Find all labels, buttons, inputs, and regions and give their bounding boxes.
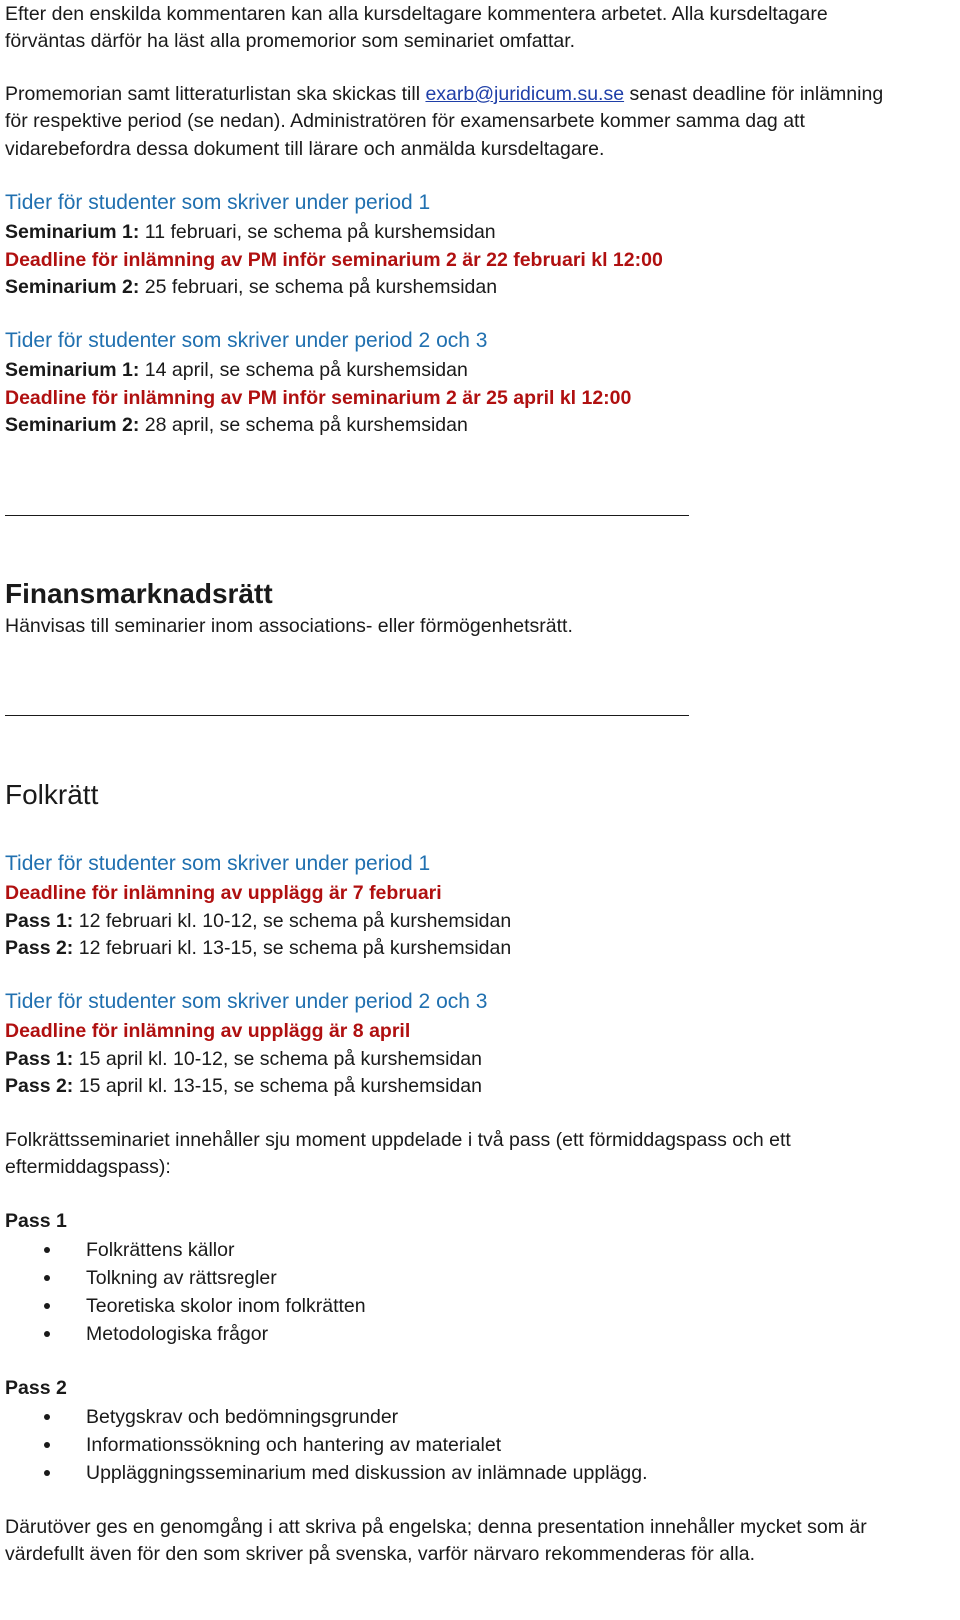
folkratt-period23-heading: Tider för studenter som skriver under period 2 och 3 <box>5 990 488 1013</box>
folkratt-outro-line-1: Därutöver ges en genomgång i att skriva på engelska; denna presentation innehåller mycket som är <box>5 1516 867 1538</box>
intro-p2-line-1 <box>5 80 883 108</box>
period23-seminar2 <box>5 411 468 439</box>
folkratt-period1-heading: Tider för studenter som skriver under period 1 <box>5 852 431 875</box>
pass1-label: Pass 1: <box>5 910 74 932</box>
period23-deadline <box>5 384 631 412</box>
seminar1-label: Seminarium 1: <box>5 221 140 243</box>
folkratt-period23-pass1 <box>5 1045 482 1073</box>
pass2-text: 12 februari kl. 13-15, se schema på kurshemsidan <box>73 937 512 959</box>
folkratt-period23-pass2 <box>5 1072 482 1100</box>
pass2-text: 15 april kl. 13-15, se schema på kurshemsidan <box>73 1075 482 1097</box>
period1-seminar2 <box>5 273 497 301</box>
period23-heading: Tider för studenter som skriver under period 2 och 3 <box>5 329 488 352</box>
divider-2 <box>5 715 689 716</box>
pass1-heading <box>5 1207 67 1235</box>
pass2-label: Pass 2: <box>5 937 74 959</box>
list-item: Betygskrav och bedömningsgrunder <box>86 1406 399 1428</box>
seminar2-label: Seminarium 2: <box>5 276 140 298</box>
pass2-label: Pass 2: <box>5 1075 74 1097</box>
bullet-icon <box>44 1470 50 1476</box>
seminar1-text: 11 februari, se schema på kurshemsidan <box>139 221 496 243</box>
folkratt-period23-deadline <box>5 1017 410 1045</box>
seminar2-label: Seminarium 2: <box>5 414 140 436</box>
seminar1-text: 14 april, se schema på kurshemsidan <box>139 359 468 381</box>
bullet-icon <box>44 1303 50 1309</box>
folkratt-period1-deadline <box>5 879 442 907</box>
list-item: Folkrättens källor <box>86 1239 235 1261</box>
folkratt-title: Folkrätt <box>5 779 99 810</box>
seminar1-label: Seminarium 1: <box>5 359 140 381</box>
folkratt-period1-pass2 <box>5 934 511 962</box>
deadline-text: Deadline för inlämning av PM inför seminarium 2 är 22 februari kl 12:00 <box>5 249 663 271</box>
folkratt-intro-line-2: eftermiddagspass): <box>5 1156 171 1178</box>
deadline-text: Deadline för inlämning av upplägg är 8 april <box>5 1020 411 1042</box>
bullet-icon <box>44 1414 50 1420</box>
pass1-text: 12 februari kl. 10-12, se schema på kurshemsidan <box>73 910 512 932</box>
intro-p2-line-3: vidarebefordra dessa dokument till lärare och anmälda kursdeltagare. <box>5 138 605 160</box>
seminar2-text: 25 februari, se schema på kurshemsidan <box>139 276 498 298</box>
finans-text: Hänvisas till seminarier inom associations- eller förmögenhetsrätt. <box>5 615 573 637</box>
intro-p2-line-2: för respektive period (se nedan). Administratören för examensarbete kommer samma dag att <box>5 110 805 132</box>
finans-title: Finansmarknadsrätt <box>5 578 273 609</box>
pass1-text: 15 april kl. 10-12, se schema på kurshemsidan <box>73 1048 482 1070</box>
folkratt-intro-line-1: Folkrättsseminariet innehåller sju moment uppdelade i två pass (ett förmiddagspass och ett <box>5 1129 791 1151</box>
intro-line-2: förväntas därför ha läst alla promemorior som seminariet omfattar. <box>5 30 576 52</box>
deadline-text: Deadline för inlämning av upplägg är 7 februari <box>5 882 442 904</box>
period1-heading: Tider för studenter som skriver under period 1 <box>5 191 431 214</box>
divider-1 <box>5 515 689 516</box>
email-link[interactable]: exarb@juridicum.su.se <box>425 83 625 105</box>
seminar2-text: 28 april, se schema på kurshemsidan <box>139 414 468 436</box>
list-item: Informationssökning och hantering av materialet <box>86 1434 502 1456</box>
list-item: Tolkning av rättsregler <box>86 1267 277 1289</box>
list-item: Uppläggningsseminarium med diskussion av inlämnade upplägg. <box>86 1462 648 1484</box>
bullet-icon <box>44 1331 50 1337</box>
bullet-icon <box>44 1275 50 1281</box>
period1-seminar1 <box>5 218 496 246</box>
bullet-icon <box>44 1247 50 1253</box>
list-item: Teoretiska skolor inom folkrätten <box>86 1295 366 1317</box>
pass2-heading-text: Pass 2 <box>5 1377 67 1399</box>
intro-line-1: Efter den enskilda kommentaren kan alla kursdeltagare kommentera arbetet. Alla kursdeltagare <box>5 3 828 25</box>
period1-deadline <box>5 246 663 274</box>
list-item: Metodologiska frågor <box>86 1323 269 1345</box>
pass2-heading <box>5 1374 67 1402</box>
folkratt-outro-line-2: värdefullt även för den som skriver på svenska, varför närvaro rekommenderas för alla. <box>5 1543 755 1565</box>
folkratt-period1-pass1 <box>5 907 511 935</box>
pass1-heading-text: Pass 1 <box>5 1210 67 1232</box>
intro-p2-pre: Promemorian samt litteraturlistan ska skickas till <box>5 83 426 105</box>
bullet-icon <box>44 1442 50 1448</box>
deadline-text: Deadline för inlämning av PM inför seminarium 2 är 25 april kl 12:00 <box>5 387 632 409</box>
pass1-label: Pass 1: <box>5 1048 74 1070</box>
intro-p2-post: senast deadline för inlämning <box>624 83 884 105</box>
period23-seminar1 <box>5 356 468 384</box>
